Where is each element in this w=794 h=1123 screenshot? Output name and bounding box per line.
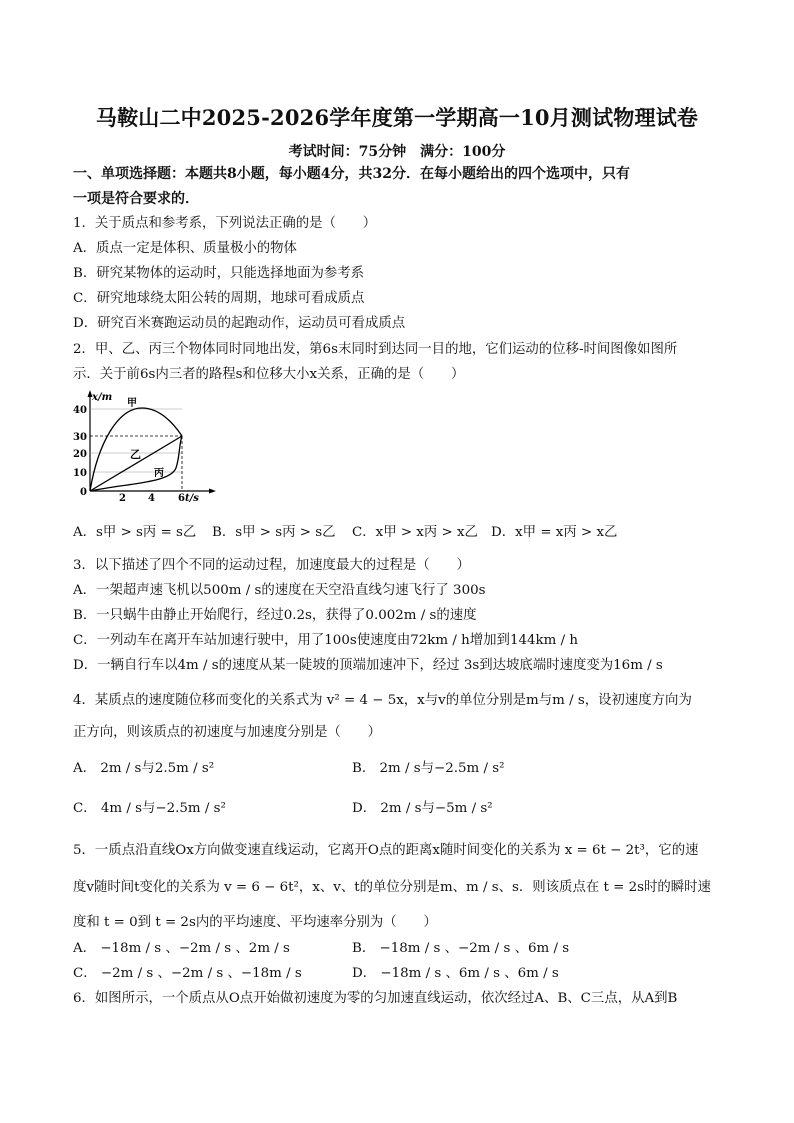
label-bing: 丙 (154, 468, 164, 479)
q4-option-c: C． 4m / s与−2.5m / s² (73, 801, 226, 816)
label-jia: 甲 (127, 398, 137, 409)
xtick-4: 4 (148, 493, 155, 504)
q3-stem: 3．以下描述了四个不同的运动过程，加速度最大的过程是（ ） (73, 558, 470, 573)
section-heading-line1: 一、单项选择题：本题共8小题，每小题4分，共32分．在每小题给出的四个选项中，只有 (73, 166, 630, 182)
y-axis-label: x/m (92, 392, 113, 403)
q2-option-d: D．x甲 = x丙 > x乙 (491, 525, 618, 540)
q2-option-b: B．s甲 > s丙 > s乙 (212, 525, 336, 540)
q3-option-b: B．一只蜗牛由静止开始爬行，经过0.2s，获得了0.002m / s的速度 (73, 608, 477, 623)
q2-option-c: C．x甲 > x丙 > x乙 (352, 525, 478, 540)
q2-stem-line1: 2．甲、乙、丙三个物体同时同地出发，第6s末同时到达同一目的地，它们运动的位移-时间图像如图所 (73, 342, 678, 357)
q1-option-d: D．研究百米赛跑运动员的起跑动作，运动员可看成质点 (73, 316, 406, 331)
q6-stem-line1: 6．如图所示，一个质点从O点开始做初速度为零的匀加速直线运动，依次经过A、B、C三点，从A到B (73, 991, 678, 1006)
q3-option-a: A．一架超声速飞机以500m / s的速度在天空沿直线匀速飞行了 300s (73, 583, 486, 598)
displacement-time-graph (70, 388, 220, 508)
q1-stem: 1．关于质点和参考系，下列说法正确的是（ ） (73, 216, 377, 231)
q2-stem-line2: 示．关于前6s内三者的路程s和位移大小x关系，正确的是（ ） (73, 367, 465, 382)
q1-option-a: A．质点一定是体积、质量极小的物体 (73, 241, 297, 256)
ytick-40: 40 (73, 405, 87, 416)
label-yi: 乙 (130, 448, 141, 461)
q4-stem-line2: 正方向，则该质点的初速度与加速度分别是（ ） (73, 725, 381, 740)
ytick-30: 30 (73, 432, 87, 443)
q4-stem-line1: 4．某质点的速度随位移而变化的关系式为 v² = 4 − 5x，x与v的单位分别是m与m / s，设初速度方向为 (73, 693, 692, 708)
q5-option-c: C． −2m / s 、−2m / s 、−18m / s (73, 966, 302, 981)
q5-option-a: A． −18m / s 、−2m / s 、2m / s (73, 941, 290, 956)
q5-option-b: B． −18m / s 、−2m / s 、6m / s (352, 941, 570, 956)
xtick-2: 2 (119, 493, 126, 504)
q5-stem-line3: 度和 t = 0到 t = 2s内的平均速度、平均速率分别为（ ） (73, 915, 437, 930)
section-heading-line2: 一项是符合要求的． (73, 191, 199, 207)
ytick-10: 10 (73, 468, 87, 479)
q1-option-c: C．研究地球绕太阳公转的周期，地球可看成质点 (73, 291, 365, 306)
x-axis-label: t/s (185, 493, 199, 504)
ytick-20: 20 (73, 449, 87, 460)
x-axis-arrow (209, 489, 216, 494)
q2-option-a: A．s甲 > s丙 = s乙 (73, 525, 197, 540)
exam-title: 马鞍山二中2025-2026学年度第一学期高一10月测试物理试卷 (95, 105, 699, 130)
origin-label: 0 (80, 487, 87, 498)
q5-stem-line2: 度v随时间t变化的关系为 v = 6 − 6t²，x、v、t的单位分别是m、m / s、s．则该质点在 t = 2s时的瞬时速 (73, 880, 711, 895)
q4-option-b: B． 2m / s与−2.5m / s² (352, 761, 505, 776)
q4-option-d: D． 2m / s与−5m / s² (352, 801, 493, 816)
q4-option-a: A． 2m / s与2.5m / s² (73, 761, 215, 776)
q1-option-b: B．研究某物体的运动时，只能选择地面为参考系 (73, 266, 365, 281)
q5-option-d: D． −18m / s 、6m / s 、6m / s (352, 966, 559, 981)
q3-option-c: C．一列动车在离开车站加速行驶中，用了100s使速度由72km / h增加到144km / h (73, 633, 578, 648)
exam-subtitle: 考试时间：75分钟 满分：100分 (288, 144, 506, 160)
q3-option-d: D．一辆自行车以4m / s的速度从某一陡坡的顶端加速冲下，经过 3s到达坡底端时速度变为16m / s (73, 658, 663, 673)
q5-stem-line1: 5．一质点沿直线Ox方向做变速直线运动，它离开O点的距离x随时间变化的关系为 x = 6t − 2t³，它的速 (73, 843, 699, 858)
xtick-6: 6 (178, 493, 185, 504)
